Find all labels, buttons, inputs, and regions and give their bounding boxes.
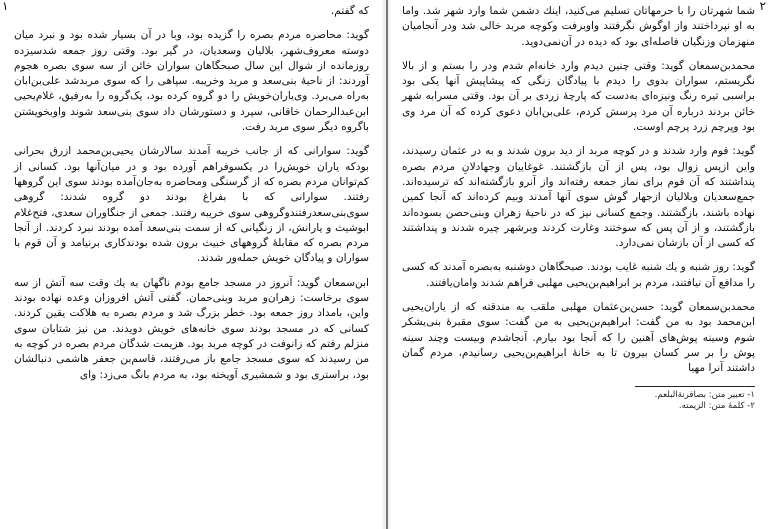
footnote-divider — [635, 386, 755, 387]
paragraph: که گفتم. — [330, 5, 369, 17]
paragraph: گوید: قوم وارد شدند و در کوچه مربد از دید برون شدند و به در عثمان رسیدند، واین ازپس زوال بود، پس از آن بازگشتند. غوغاییان وجهادلانِ مردم بصره پنداشتند که آن قوم برای نماز جمعه رفته‌اند واز آنرو بازگشته‌اند که ترسیده‌اند. جمع‌سعدیان وبلالیان ازجهار گوش سوی آنها آمدند وبیم کرده‌اند که آنجا کمین نهاده باشند، بازگشتند. وجمع کسانی نیز که در ناحیهٔ زهران وبنی‌حصن بسوده‌اند بازگشتند، و از آن پس که سوختند وغارت کردند وبرشهر چیره شدند و پنداشتند که کسی از آن بازشان نمی‌دارد. — [402, 145, 755, 250]
paragraph: گوید: سوارانی که از جانب خریبه آمدند سالارشان یحیی‌بن‌محمد ازرق بحرانی بودکه یاران خویش‌را در یکسوفراهم آورده بود و در میان‌آنها بود. کسانی از کم‌توانان مردم بصره که از گرسنگی ومحاصره به‌جان‌آمده بودند سوی این گروهها رفتند. سوارانی که با بفراغ بودند دو گروه شدند: گروهی سوی‌بنی‌سعدرفتندوگروهی سوی خریبه رفتند. جمعی از جنگاوران سعدی، فتح‌غلام ابوشیث و یارانش، از زنگیانی که از سمت بنی‌سعد آمده بودند نبرد کردند. از آنجا مردم بصره که مقابلهٔ گروههای خبیث برون شده بودندکاری برنیامد و آن قوم با سواران و پیادگان خویش حمله‌ور شدند. — [14, 145, 369, 265]
footnote: ۱- تعبیر متن: بصاقرنة‌البلعم. — [654, 389, 755, 400]
paragraph: گوید: روز شنبه و یك شنبه غایب بودند. صبحگاهان دوشنبه به‌بصره آمدند که کسی را مدافع آن نیافتند، مردم بر ابراهیم‌بن‌یحیی مهلبی فراهم شدند وامان‌یافتند. — [402, 261, 755, 289]
paragraph: محمدبن‌سمعان گوید: وقتی چنین دیدم وارد خانه‌ام شدم ودر را بستم و از بالا نگریستم، سواران بدوی را دیدم با پیادگان زنگی که پیشاپیش آنها یکی بود براسبی تیره رنگ ونیزه‌ای به‌دست که پارچهٔ زردی بر آن بود. وقتی مسرابه شهر خائن بردند درباره آن مرد پرسش کردم، علی‌بن‌ابان دعوی کرده که آن مرد وی بود وپرچم زرد پرچم اوست. — [402, 59, 755, 134]
footnote: ۲- کلمهٔ متن: الزیمته. — [678, 400, 755, 411]
page-number: ٢ — [759, 0, 766, 13]
page-number: ١ — [2, 0, 9, 13]
paragraph: ابن‌سمعان گوید: آنروز در مسجد جامع بودم ناگهان به یك وقت سه آتش از سه سوی برخاست: زهران‌و مربد وبنی‌حمان. گفتی آتش افروزان وعده نهاده بودند واین، بامداد روز جمعه بود. خطر بزرگ شد و مردم بصره به هلاکت یقین کردند. کسانی که در مسجد بودند سوی خانه‌های خویش دویدند. من نیز شتابان سوی منزلم رفتم که زانوفت در کوچه مربد بود. هزیمت شدگان مردم بصره در کوچه به من رسیدند که سوی مسجد جامع باز می‌رفتند، قاسم‌بن جعفر هاشمی دنبالشان بود، براستری بود و شمشیری آویخته بود، به مردم بانگ می‌زد: وای — [14, 276, 369, 381]
paragraph: گوید: محاصره مردم بصره را گزیده بود، وبا در آن بسیار شده بود و نبرد میان دوسته معروف‌شهر، بلالیان وسعدیان، در گیر بود. وقتی روز جمعه شدسیزده روزمانده از شوال این سال صبحگاهان سواران خائن از سه سوی بصره هجوم آوردند: از ناحیهٔ بنی‌سعد و مربد وخریبه. سپاهی را که سوی مربدشد علی‌بن‌ابان به‌راه می‌برد. وی‌یاران‌خویش را دو گروه کرده بود، یک‌گروه را به‌رفیق، غلام‌یحیی ابن‌عبدالرحمان خاقانی، سپرد و دستورشان داد سوی بنی‌سعد شوند واوبخویشتن باگروه دیگر سوی مربد رفت. — [14, 29, 369, 134]
left-page — [0, 0, 381, 529]
gutter-line — [386, 0, 388, 529]
paragraph: محمدبن‌سمعان گوید: حسن‌بن‌عثمان مهلبی ملقب به مندقته که از یاران‌یحیی ابن‌محمد بود به من گفت: ابراهیم‌بن‌یحیی به من گفت: سوی مقبرهٔ بنی‌یشکر شوم وسینه پوش‌های آهنین را که آنجا بود بیارم. آنجاشدم وبیست وچند سینه پوش را بر سر کسان بیرون تا به خانهٔ ابراهیم‌بن‌یحیی رسانیدم، مردم گمان داشتند آنرا مهیا — [402, 301, 755, 375]
right-page — [392, 0, 769, 529]
paragraph: شما شهرتان را با حرمهاتان تسلیم می‌کنید، اینك دشمن شما وارد شهر شد. واما به او نپرداختند واز اوگوش نگرفتند واوبرفت وکوچه مربد خالی شد ودر آنجامیان منهزمان وزنگیان فاصله‌ای بود که دیده در آن‌نمی‌دوید. — [402, 5, 755, 48]
